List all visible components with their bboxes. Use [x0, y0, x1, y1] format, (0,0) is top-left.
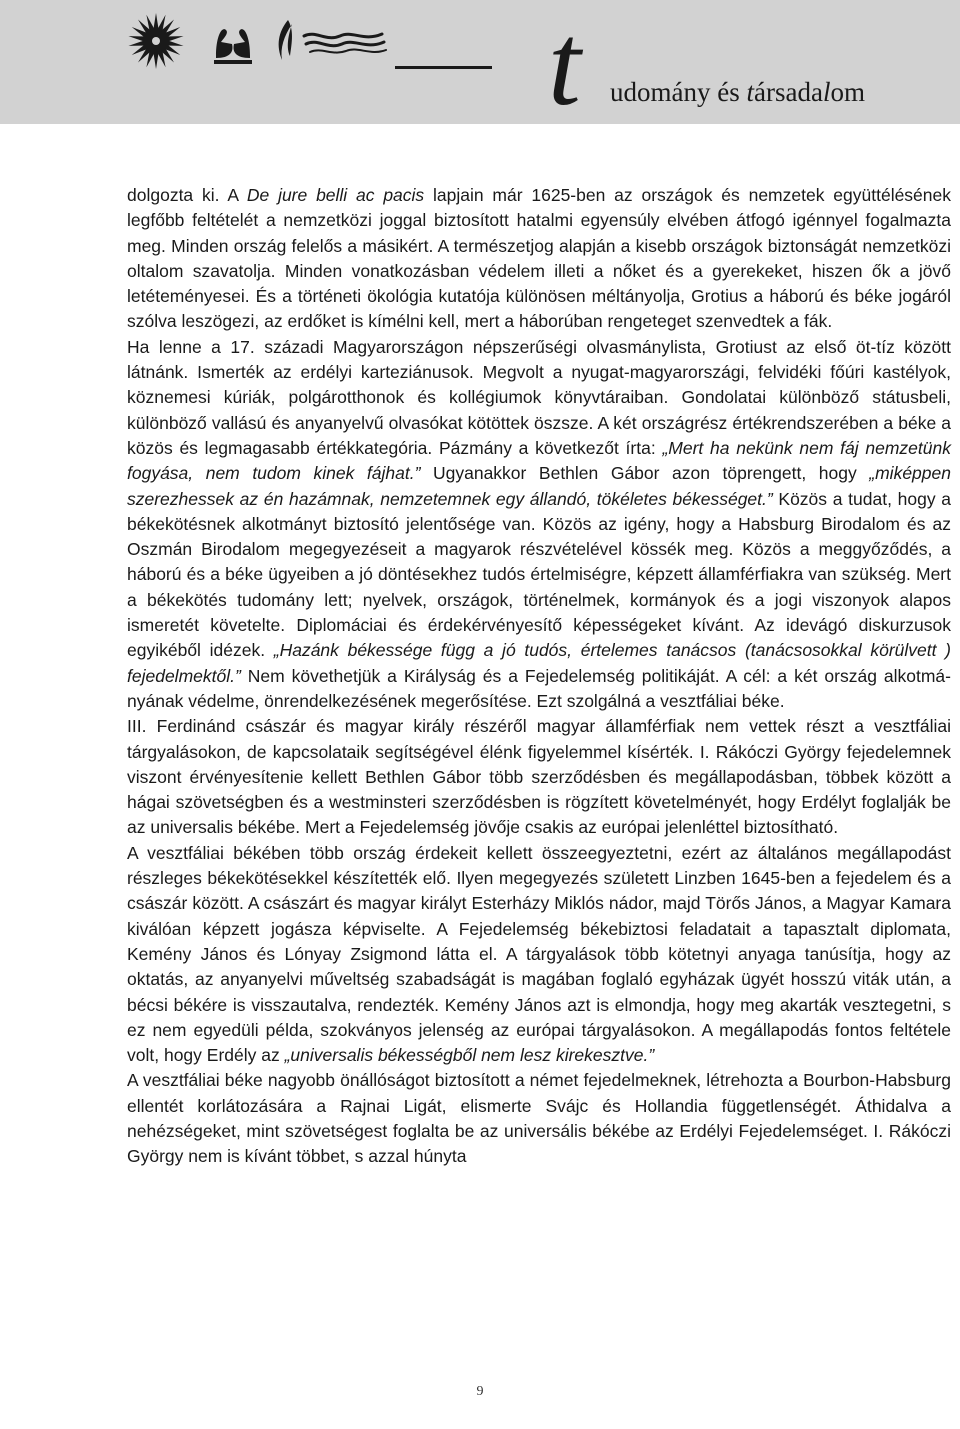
wave-ornament-icon	[304, 34, 386, 53]
article-body	[127, 183, 951, 1170]
section-header	[0, 0, 960, 130]
paragraph-reception: Ha lenne a 17. századi Magyarországon népszerűségi olvasmánylista, Grotiust az első öt-tíz között látnánk. Ismerték az erdélyi karteziánusok. Megvolt a nyugat-magyarországi, felvidéki főúri kastélyok, köznemesi kúriák, polgárotthonok és kollégiumok könyvtáraiban. Gondolatai különböző státusbeli, különböző vallású és anyanyelvű olvasókat kötöttek öszsze. A két országrész értékrendszerében a béke a közös és legmagasabb értékkategória. Pázmány a következőt írta: „Mert ha nekünk nem fáj nemzetünk fogyása, nem tudom kinek fájhat.” Ugyanakkor Bethlen Gábor azon töprengett, hogy „miképpen szerezhessek az én hazámnak, nemzetemnek egy állandó, tökéletes békességet.” Közös a tudat, hogy a békekötésnek alkotmányt biztosító jelentősége van. Közös az igény, hogy a Habsburg Birodalom és az Oszmán Birodalom megegyezéseit a magyarok részvételével kössék meg. Közös a meggyőződés, a háború és a béke ügyeiben a jó döntésekhez tudós értelmiségre, képzett államférfiakra van szükség. Mert a békekötés tudomány lett; nyelvek, országok, történelmek, kormányok és a jogi viszonyok alapos ismeretét követelte. Diplomáciai és érdekérvényesítő képességeket kívánt. Az idevágó diskurzusok egyikéből idézek. „Hazánk békessége függ a jó tudós, értelemes tanácsos (tanácsosokkal körülvett ) fejedelmektől.” Nem követhetjük a Királyság és a Fejedelemség politikáját. A cél: a két ország alkotmányának védelme, önrendelkezésének megerősítése. Ezt szolgálná a vesztfáliai béke.	[127, 336, 951, 711]
sun-ornament-icon	[128, 13, 184, 69]
quote-universalis: „universalis békességből nem lesz kirekesztve.”	[284, 1045, 655, 1066]
paragraph-linz: A vesztfáliai békében több ország érdekeit kellett összeegyeztetni, ezért az általános megállapodást részleges békekötésekkel készítették elő. Ilyen megegyezés született Linzben 1645-ben a fejedelem és a császár között. A császárt és magyar királyt Esterházy Miklós nádor, majd Törős János, a Magyar Kamara kiválóan képzett jogásza képviselte. A Fejedelemség békebiztosi feladatait a tapasztalt diplomata, Kemény János és Lónyay Zsigmond látta el. A tárgyalások több kötetnyi anyaga tanúsítja, hogy az oktatás, az anyanyelvi műveltség szabadságát is magában foglaló egyházak ügyét hosszú viták után, a bécsi békére is visszautalva, rendezték. Kemény János azt is elmondja, hogy meg akarták vesztegetni, s ez nem egyedüli példa, szokványos jelenség az európai tárgyalásokon. A megállapodás fontos feltétele volt, hogy Erdély az „universalis békességből nem lesz kirekesztve.”	[127, 842, 951, 1066]
paragraph-westphalia: A vesztfáliai béke nagyobb önállóságot biztosított a német fejedelmeknek, létrehozta a Bourbon-Habsburg ellentét korlátozására a Rajnai Ligát, elismerte Svájc és Hollandia függetlenségét. Áthidalva a nehézségeket, mint szövetségest foglalta be az universális békébe az Erdélyi Fejedelemséget. I. Rákóczi György nem is kívánt többet, s azzal húnyta	[127, 1070, 951, 1167]
header-rule	[395, 66, 492, 69]
paragraph-negotiations: III. Ferdinánd császár és magyar király részéről magyar államférfiak nem vettek részt a vesztfáliai tárgyalásokon, de kapcsolataik segítségével élénk figyelemmel kísérték. I. Rákóczi György fejedelemnek viszont érvényesítenie kellett Bethlen Gábor több szerződésben és megállapodásban, többek között a hágai szövetségben és a westminsteri szerződésben is rögzített követelményét, hogy Erdélyt foglalják be az universalis békébe. Mert a Fejedelemség jövője csakis az európai jelenléttel biztosítható.	[127, 716, 951, 838]
header-ornament	[120, 10, 390, 72]
section-title: udomány és társadalom	[610, 77, 865, 107]
feather-ornament-icon	[279, 20, 292, 60]
paragraph-grotius: dolgozta ki. A De jure belli ac pacis lapjain már 1625-ben az országok és nemzetek együttélésének legfőbb feltételét a nemzetközi joggal biztosított hatalmi egyensúly elvében átfogó igénnyel fogalmazta meg. Minden ország felelős a másikért. A természetjog alapján a kisebb országok biztonságát nemzetközi oltalom szavatolja. Minden vonatkozásban védelem illeti a nőket és a gyerekeket, hiszen ők a jövő letéteményesei. És a történeti ökológia kutatója különösen méltányolja, Grotius a háború és béke jogáról szólva leszögezi, az erdőket is kímélni kell, mert a háborúban rengeteget szenvedtek a fák.	[127, 185, 952, 332]
quote-discourse: „Hazánk békessége függ a jó tudós, értelemes tanácsos (tanácsosokkal körülvett ) fejedelmektől.”	[127, 640, 951, 686]
quote-bethlen: „miképpen szerezhessek az én hazámnak, nemzetemnek egy állandó, tökéletes békességet.”	[127, 463, 951, 509]
section-initial: t	[548, 0, 581, 130]
page-number: 9	[476, 1384, 484, 1399]
quote-pazmany: „Mert ha nekünk nem fáj nemzetünk fogyása, nem tudom kinek fájhat.”	[127, 437, 951, 484]
swans-ornament-icon	[214, 29, 252, 64]
